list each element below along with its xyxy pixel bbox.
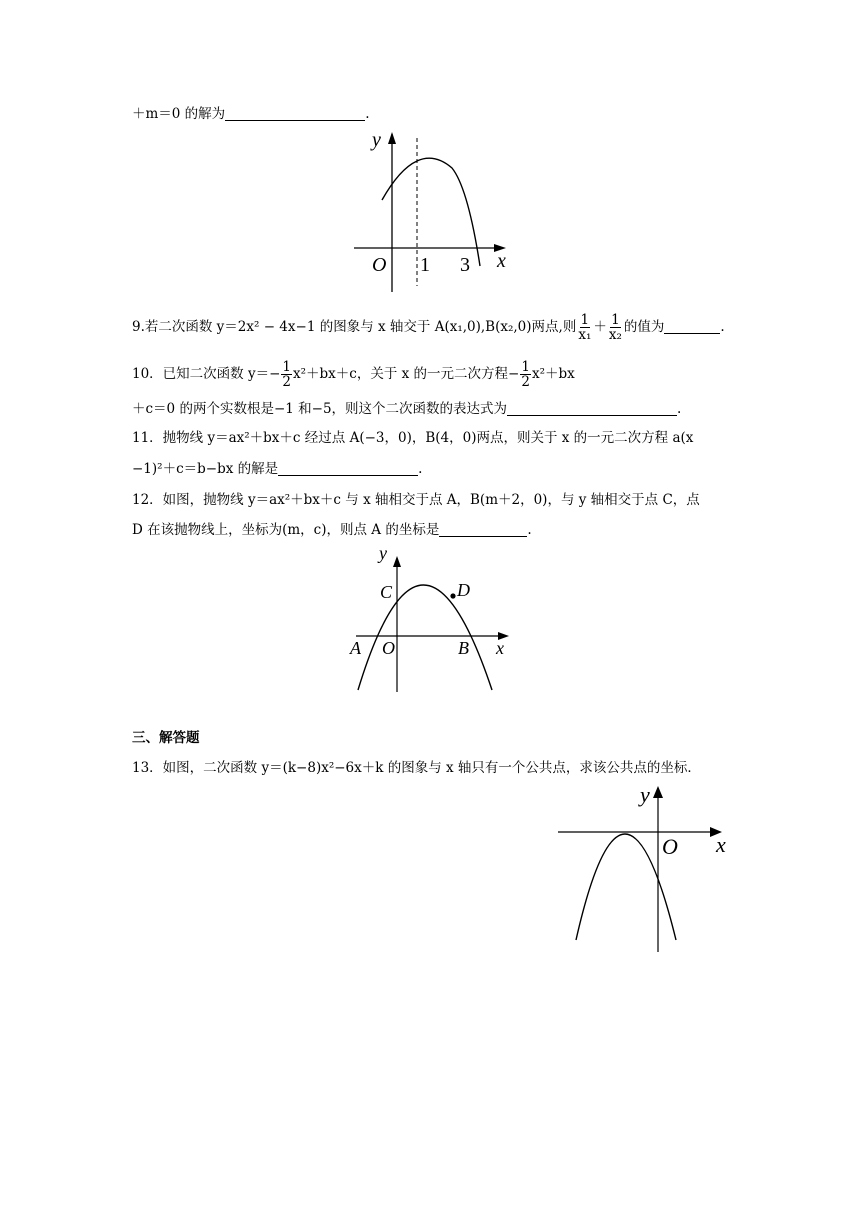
q8-answer-blank [225, 106, 365, 121]
q8-text: ＋m＝0 的解为 [132, 106, 226, 122]
q12-line1: 12．如图，抛物线 y＝ax²＋bx＋c 与 x 轴相交于点 A，B(m＋2，0)，与 y 轴相交于点 C，点 [132, 492, 700, 508]
fig12-point-b: B [458, 638, 469, 658]
q10-line2: ＋c＝0 的两个实数根是−1 和−5，则这个二次函数的表达式为 . [132, 401, 682, 417]
q10-answer-blank [507, 401, 677, 416]
q10-frac-1: $\frac{1}{2}$ [282, 359, 292, 390]
fig8-tick-3: 3 [460, 254, 470, 276]
q11-line1: 11．抛物线 y＝ax²＋bx＋c 经过点 A(−3，0)，B(4，0)两点，则关于 x 的一元二次方程 a(x [132, 430, 694, 446]
fig12-y-label: y [379, 544, 387, 563]
q9: 9.若二次函数 y＝2x² − 4x−1 的图象与 x 轴交于 A(x₁,0),B(x₂,0)两点,则 $\frac{1}{\text{x₁}}$ ＋ $\frac{1}{\text{x₂}}$ 的值为 . [132, 312, 725, 343]
fig12-x-label: x [496, 638, 504, 658]
q9-frac-1: $\frac{1}{\text{x₁}}$ [578, 312, 592, 343]
q12-answer-blank [439, 522, 527, 537]
fig8-x-label: x [497, 250, 506, 272]
q10-frac-2: $\frac{1}{2}$ [521, 359, 530, 390]
q11-answer-blank [278, 461, 418, 476]
fig12-point-a: A [350, 638, 361, 658]
figure-q12-graph [346, 544, 516, 694]
fig13-y-label: y [640, 782, 650, 807]
q13: 13．如图，二次函数 y＝(k−8)x²−6x＋k 的图象与 x 轴只有一个公共点，求该公共点的坐标． [132, 760, 701, 776]
fig8-origin-label: O [372, 254, 387, 276]
fig13-origin-label: O [662, 834, 678, 859]
fig12-origin-label: O [382, 638, 395, 658]
q12-line2: D 在该抛物线上，坐标为(m，c)，则点 A 的坐标是 . [132, 522, 532, 538]
fig8-y-label: y [372, 129, 381, 151]
fig13-x-label: x [716, 832, 726, 857]
q9-frac-2: $\frac{1}{\text{x₂}}$ [608, 312, 622, 343]
q9-answer-blank [664, 319, 720, 334]
fig12-point-d: D [457, 580, 470, 600]
fig8-tick-1: 1 [420, 254, 430, 276]
q11-line2: −1)²＋c＝b−bx 的解是 . [132, 461, 423, 477]
figure-q13-graph [556, 780, 736, 956]
q8-tail: ＋m＝0 的解为 . [132, 106, 370, 122]
q10-line1: 10．已知二次函数 y＝− $\frac{1}{2}$ x²＋bx＋c，关于 x 的一元二次方程− $\frac{1}{2}$ x²＋bx [132, 359, 575, 390]
figure-q8-graph [350, 126, 520, 294]
section-3-title: 三、解答题 [132, 730, 200, 746]
fig12-point-c: C [380, 582, 393, 602]
